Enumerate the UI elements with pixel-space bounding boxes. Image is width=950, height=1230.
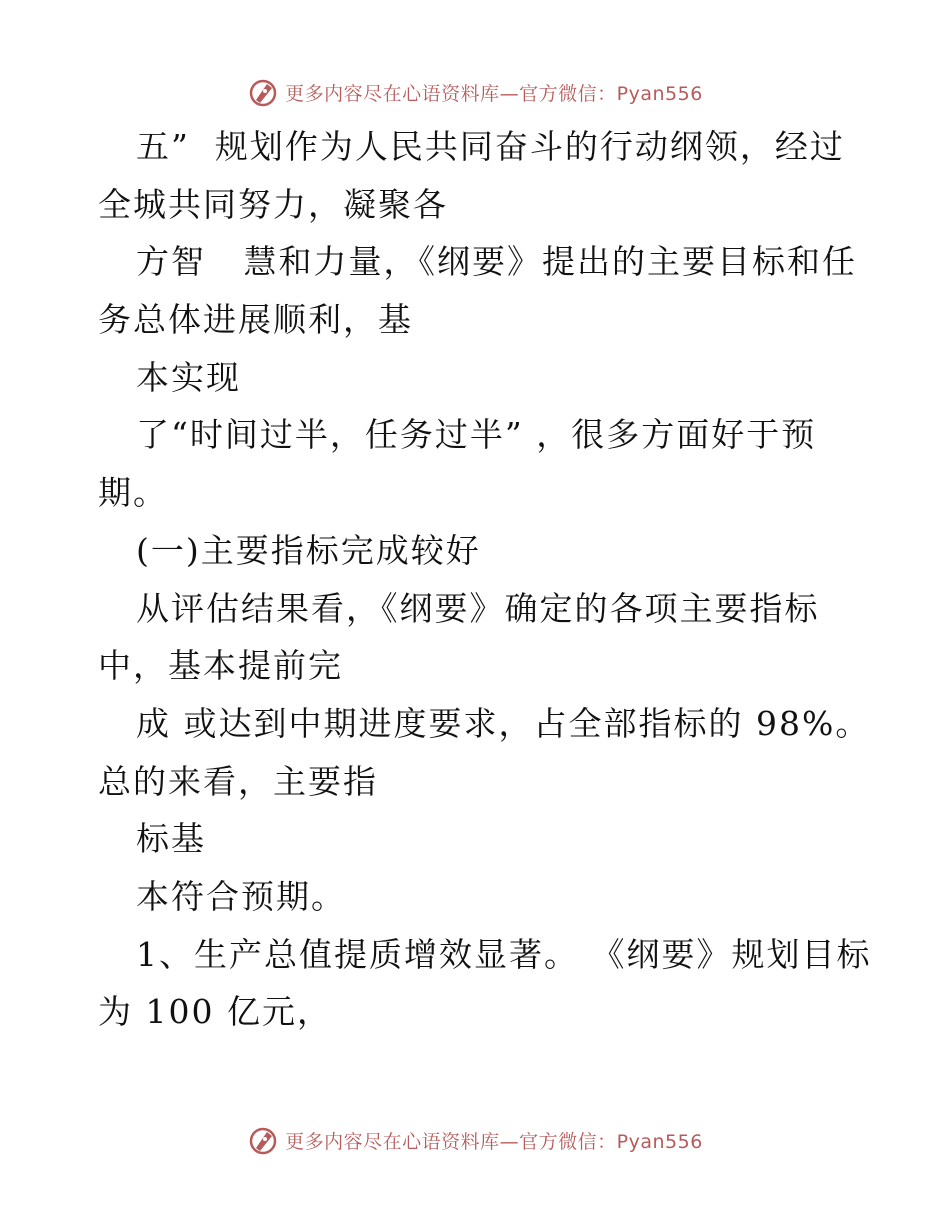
text-line: 了“时间过半，任务过半” ，很多方面好于预 xyxy=(136,415,817,455)
text-line: 标基 xyxy=(136,819,206,859)
text-line: 本符合预期。 xyxy=(136,876,346,916)
watermark-text: 更多内容尽在心语资料库—官方微信：Pyan556 xyxy=(285,1130,703,1153)
text-line: 从评估结果看，《纲要》确定的各项主要指标 xyxy=(136,588,820,628)
header-watermark xyxy=(0,72,950,112)
text-line: 总的来看，主要指 xyxy=(98,761,378,801)
text-line: 中，基本提前完 xyxy=(98,646,343,686)
pen-nib-logo-icon xyxy=(247,76,279,108)
text-line: 五” 规划作为人民共同奋斗的行动纲领，经过 xyxy=(136,127,845,166)
pen-nib-logo-icon xyxy=(247,1124,279,1156)
text-line: 期。 xyxy=(98,473,168,513)
text-line: 方智 慧和力量，《纲要》提出的主要目标和任 xyxy=(136,242,857,282)
watermark-text: 更多内容尽在心语资料库—官方微信：Pyan556 xyxy=(285,82,703,105)
text-line: 为 100 亿元， xyxy=(98,992,332,1032)
text-line: 成 或达到中期进度要求，占全部指标的 98%。 xyxy=(136,703,871,743)
document-body xyxy=(98,118,878,1041)
text-line: 本实现 xyxy=(136,357,241,397)
text-line: 全城共同努力，凝聚各 xyxy=(98,184,448,224)
text-line: 1、生产总值提质增效显著。 《纲要》规划目标 xyxy=(136,934,872,974)
text-line: 务总体进展顺利，基 xyxy=(98,300,413,340)
section-heading: (一)主要指标完成较好 xyxy=(136,530,481,570)
footer-watermark xyxy=(0,1120,950,1160)
